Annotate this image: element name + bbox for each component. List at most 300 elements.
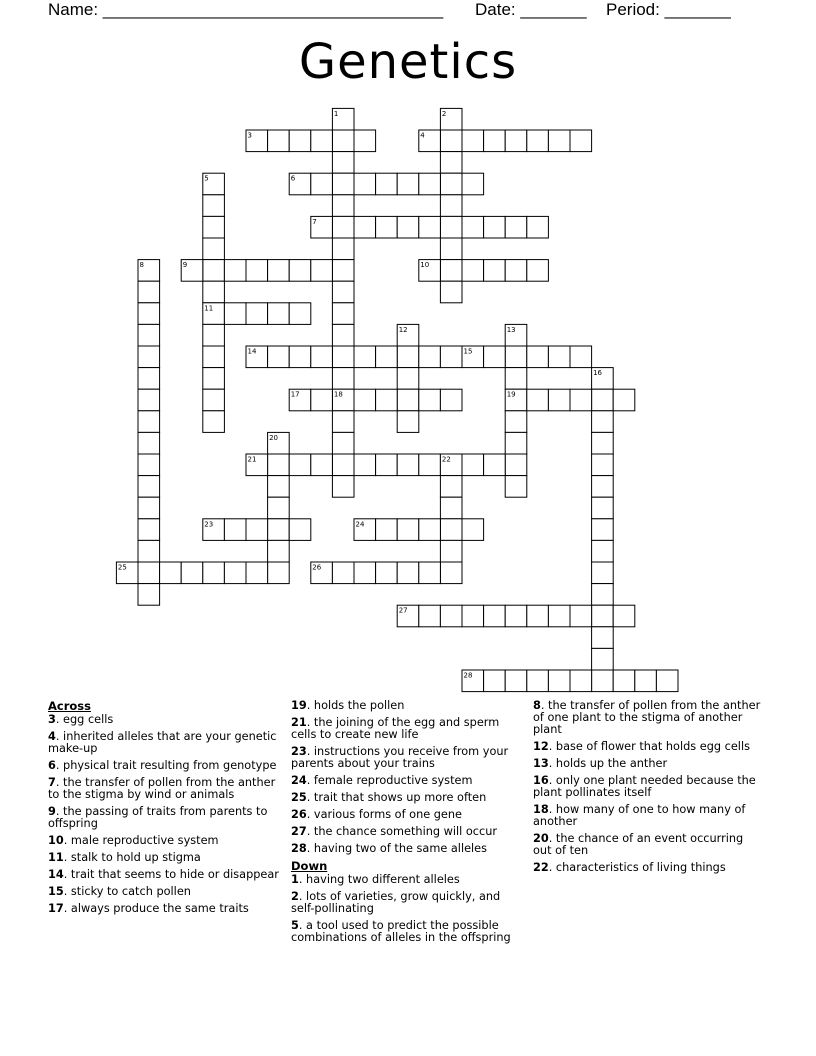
grid-cell[interactable] [397,389,419,411]
grid-cell[interactable] [268,476,290,498]
date-field[interactable]: Date: _______ [475,0,587,19]
grid-cell[interactable] [203,216,225,238]
clue-text: . the chance something will occur [306,825,498,838]
grid-cell[interactable] [397,173,419,195]
grid-cell[interactable] [203,238,225,260]
clue-across-26 [291,809,523,821]
grid-cell[interactable] [484,260,506,282]
clue-across-11 [48,852,280,864]
clue-text: . trait that seems to hide or disappear [63,868,279,881]
grid-cell[interactable] [354,389,376,411]
grid-cell[interactable] [397,519,419,541]
grid-cell[interactable] [289,519,311,541]
grid-cell[interactable] [505,670,527,692]
grid-cell[interactable] [613,389,635,411]
grid-cell[interactable] [203,411,225,433]
clue-text: . only one plant needed because the plant pollinates itself [533,774,756,799]
clue-text: . various forms of one gene [306,808,462,821]
grid-cell[interactable] [181,562,203,584]
grid-cell[interactable] [440,216,462,238]
clue-text: . inherited alleles that are your genetic make-up [48,730,277,755]
grid-cell[interactable] [592,389,614,411]
grid-cell[interactable] [548,670,570,692]
clue-text: . the transfer of pollen from the anther of one plant to the stigma of another plant [533,699,761,736]
grid-cell[interactable] [592,648,614,670]
clue-text: . a tool used to predict the possible combinations of alleles in the offspring [291,919,511,944]
grid-cell[interactable] [332,152,354,174]
clue-number: 24 [291,774,307,787]
grid-cell[interactable] [332,324,354,346]
grid-cell[interactable] [268,519,290,541]
grid-cell[interactable] [246,303,268,325]
clue-text: . the transfer of pollen from the anther to the stigma by wind or animals [48,776,276,801]
clue-number: 13 [533,757,549,770]
grid-cell[interactable] [397,411,419,433]
grid-cell[interactable] [268,346,290,368]
grid-cell[interactable] [484,346,506,368]
page-title: Genetics [298,34,518,90]
grid-cell[interactable] [376,216,398,238]
clue-number: 1 [291,873,299,886]
clue-number: 18 [533,803,549,816]
grid-cell[interactable] [311,173,333,195]
grid-cell[interactable] [440,540,462,562]
grid-cell[interactable] [268,454,290,476]
clues-column-3 [533,700,765,879]
cell-number: 28 [463,671,473,680]
grid-cell[interactable] [505,411,527,433]
grid-cell[interactable] [332,454,354,476]
grid-cell[interactable] [635,670,657,692]
clue-number: 25 [291,791,307,804]
cell-number: 26 [312,563,322,572]
grid-cell[interactable] [592,605,614,627]
grid-cell[interactable] [440,389,462,411]
clue-number: 3 [48,713,56,726]
clue-across-21 [291,717,523,741]
grid-cell[interactable] [527,605,549,627]
grid-cell[interactable] [440,476,462,498]
grid-cell[interactable] [332,303,354,325]
grid-cell[interactable] [505,476,527,498]
grid-cell[interactable] [138,303,160,325]
clue-down-16 [533,775,765,799]
grid-cell[interactable] [311,454,333,476]
grid-cell[interactable] [484,130,506,152]
grid-cell[interactable] [527,389,549,411]
grid-cell[interactable] [354,562,376,584]
clue-down-2 [291,891,523,915]
cell-number: 5 [204,174,209,183]
grid-cell[interactable] [419,562,441,584]
grid-cell[interactable] [203,368,225,390]
grid-cell[interactable] [462,519,484,541]
grid-cell[interactable] [138,368,160,390]
clue-number: 19 [291,699,307,712]
clue-text: . holds up the anther [548,757,668,770]
clue-across-3 [48,714,280,726]
clue-text: . trait that shows up more often [306,791,487,804]
clue-text: . holds the pollen [306,699,405,712]
grid-cell[interactable] [505,454,527,476]
cell-number: 10 [420,261,430,270]
grid-cell[interactable] [440,497,462,519]
grid-cell[interactable] [332,173,354,195]
cell-number: 16 [593,369,603,378]
clue-number: 10 [48,834,64,847]
cell-number: 1 [333,109,339,118]
grid-cell[interactable] [246,562,268,584]
clue-number: 17 [48,902,64,915]
grid-cell[interactable] [419,346,441,368]
grid-cell[interactable] [592,454,614,476]
across-heading: Across [48,699,91,713]
grid-cell[interactable] [376,389,398,411]
grid-cell[interactable] [268,562,290,584]
grid-cell[interactable] [332,238,354,260]
grid-cell[interactable] [138,346,160,368]
grid-cell[interactable] [354,130,376,152]
clue-number: 5 [291,919,299,932]
grid-cell[interactable] [527,216,549,238]
grid-cell[interactable] [505,605,527,627]
grid-cell[interactable] [332,562,354,584]
grid-cell[interactable] [440,238,462,260]
grid-cell[interactable] [592,411,614,433]
grid-cell[interactable] [268,497,290,519]
cell-number: 14 [247,347,257,356]
grid-cell[interactable] [592,670,614,692]
cell-number: 25 [117,563,127,572]
grid-cell[interactable] [160,562,182,584]
grid-cell[interactable] [311,260,333,282]
grid-cell[interactable] [203,260,225,282]
clue-across-10 [48,835,280,847]
cell-number: 6 [290,174,296,183]
grid-cell[interactable] [289,346,311,368]
grid-cell[interactable] [462,260,484,282]
grid-cell[interactable] [440,281,462,303]
grid-cell[interactable] [332,476,354,498]
grid-cell[interactable] [289,260,311,282]
clue-number: 16 [533,774,549,787]
grid-cell[interactable] [332,216,354,238]
clue-text: . having two of the same alleles [306,842,488,855]
clue-down-18 [533,804,765,828]
clue-text: . the joining of the egg and sperm cells to create new life [291,716,500,741]
grid-cell[interactable] [527,260,549,282]
grid-cell[interactable] [462,454,484,476]
grid-cell[interactable] [246,260,268,282]
grid-cell[interactable] [224,562,246,584]
grid-cell[interactable] [505,368,527,390]
grid-cell[interactable] [376,173,398,195]
grid-cell[interactable] [419,605,441,627]
cell-number: 24 [355,520,365,529]
grid-cell[interactable] [440,130,462,152]
name-field[interactable]: Name: ____________________________________ [48,0,444,19]
grid-cell[interactable] [268,130,290,152]
clue-down-20 [533,833,765,857]
grid-cell[interactable] [332,281,354,303]
clue-text: . the passing of traits from parents to offspring [48,805,268,830]
grid-cell[interactable] [613,605,635,627]
grid-cell[interactable] [203,324,225,346]
clue-number: 20 [533,832,549,845]
clue-number: 14 [48,868,64,881]
grid-cell[interactable] [592,519,614,541]
down-heading: Down [291,859,328,873]
grid-cell[interactable] [203,346,225,368]
clue-text: . how many of one to how many of another [533,803,746,828]
cell-number: 21 [247,455,257,464]
grid-cell[interactable] [203,562,225,584]
clue-across-25 [291,792,523,804]
grid-cell[interactable] [592,497,614,519]
grid-cell[interactable] [613,670,635,692]
grid-cell[interactable] [505,432,527,454]
clue-across-27 [291,826,523,838]
grid-cell[interactable] [570,670,592,692]
grid-cell[interactable] [354,216,376,238]
grid-cell[interactable] [289,303,311,325]
grid-cell[interactable] [462,605,484,627]
grid-cell[interactable] [548,389,570,411]
grid-cell[interactable] [289,130,311,152]
grid-cell[interactable] [527,130,549,152]
grid-cell[interactable] [138,562,160,584]
clue-number: 21 [291,716,307,729]
grid-cell[interactable] [592,627,614,649]
grid-cell[interactable] [419,454,441,476]
clue-text: . sticky to catch pollen [63,885,191,898]
cell-number: 13 [506,325,516,334]
grid-cell[interactable] [548,605,570,627]
cell-number: 23 [204,520,214,529]
clue-across-17 [48,903,280,915]
clue-across-14 [48,869,280,881]
clue-text: . base of flower that holds egg cells [548,740,750,753]
grid-cell[interactable] [527,670,549,692]
grid-cell[interactable] [332,130,354,152]
grid-cell[interactable] [484,670,506,692]
clue-number: 2 [291,890,299,903]
grid-cell[interactable] [138,432,160,454]
grid-cell[interactable] [548,130,570,152]
grid-cell[interactable] [138,454,160,476]
grid-cell[interactable] [138,411,160,433]
grid-cell[interactable] [440,562,462,584]
grid-cell[interactable] [656,670,678,692]
cell-number: 9 [182,261,188,270]
clue-number: 27 [291,825,307,838]
grid-cell[interactable] [376,562,398,584]
grid-cell[interactable] [505,346,527,368]
clue-number: 6 [48,759,56,772]
clue-down-5 [291,920,523,944]
grid-cell[interactable] [332,432,354,454]
grid-cell[interactable] [268,540,290,562]
clue-across-24 [291,775,523,787]
cell-number: 12 [398,325,408,334]
grid-cell[interactable] [203,281,225,303]
clue-number: 15 [48,885,64,898]
grid-cell[interactable] [376,346,398,368]
grid-cell[interactable] [376,454,398,476]
grid-cell[interactable] [570,605,592,627]
grid-cell[interactable] [440,346,462,368]
grid-cell[interactable] [440,605,462,627]
grid-cell[interactable] [419,216,441,238]
grid-cell[interactable] [354,173,376,195]
grid-cell[interactable] [138,389,160,411]
grid-cell[interactable] [354,454,376,476]
grid-cell[interactable] [397,216,419,238]
grid-cell[interactable] [138,497,160,519]
grid-cell[interactable] [419,389,441,411]
clue-down-22 [533,862,765,874]
grid-cell[interactable] [138,324,160,346]
grid-cell[interactable] [138,281,160,303]
grid-cell[interactable] [311,346,333,368]
grid-cell[interactable] [505,130,527,152]
cell-number: 8 [139,261,144,270]
cell-number: 19 [506,390,516,399]
grid-cell[interactable] [203,389,225,411]
grid-cell[interactable] [332,368,354,390]
grid-cell[interactable] [440,519,462,541]
clue-text: . characteristics of living things [548,861,726,874]
grid-cell[interactable] [548,346,570,368]
grid-cell[interactable] [203,195,225,217]
clue-text: . physical trait resulting from genotype [55,759,277,772]
grid-cell[interactable] [592,432,614,454]
grid-cell[interactable] [462,130,484,152]
cell-number: 2 [441,109,447,118]
clue-text: . instructions you receive from your parents about your trains [291,745,509,770]
grid-cell[interactable] [440,152,462,174]
grid-cell[interactable] [268,303,290,325]
grid-cell[interactable] [505,216,527,238]
clue-number: 12 [533,740,549,753]
clue-number: 9 [48,805,56,818]
cell-number: 20 [269,433,279,442]
clue-across-6 [48,760,280,772]
clue-number: 23 [291,745,307,758]
grid-cell[interactable] [246,519,268,541]
grid-cell[interactable] [527,346,549,368]
clue-number: 7 [48,776,56,789]
grid-cell[interactable] [505,260,527,282]
grid-cell[interactable] [419,519,441,541]
clue-down-8 [533,700,765,736]
clue-across-23 [291,746,523,770]
grid-cell[interactable] [354,346,376,368]
cell-number: 27 [398,606,408,615]
grid-cell[interactable] [462,216,484,238]
grid-cell[interactable] [592,476,614,498]
grid-cell[interactable] [592,562,614,584]
grid-cell[interactable] [332,411,354,433]
clue-down-13 [533,758,765,770]
clue-text: . lots of varieties, grow quickly, and self-pollinating [291,890,501,915]
clue-across-4 [48,731,280,755]
grid-cell[interactable] [224,260,246,282]
clue-number: 11 [48,851,64,864]
grid-cell[interactable] [397,562,419,584]
clue-across-7 [48,777,280,801]
clue-text: . the chance of an event occurring out of ten [533,832,744,857]
grid-cell[interactable] [440,260,462,282]
clue-text: . having two different alleles [298,873,460,886]
grid-cell[interactable] [570,346,592,368]
clue-text: . always produce the same traits [63,902,249,915]
grid-cell[interactable] [592,584,614,606]
grid-cell[interactable] [419,173,441,195]
clue-across-15 [48,886,280,898]
grid-cell[interactable] [289,454,311,476]
clue-number: 4 [48,730,56,743]
grid-cell[interactable] [311,130,333,152]
grid-cell[interactable] [224,519,246,541]
clue-across-28 [291,843,523,855]
clue-down-12 [533,741,765,753]
clue-text: . egg cells [55,713,114,726]
grid-cell[interactable] [397,346,419,368]
clue-number: 28 [291,842,307,855]
cell-number: 3 [247,131,252,140]
grid-cell[interactable] [570,130,592,152]
grid-cell[interactable] [484,454,506,476]
grid-cell[interactable] [268,260,290,282]
clues-column-2 [291,700,523,949]
grid-cell[interactable] [332,260,354,282]
grid-cell[interactable] [311,389,333,411]
grid-cell[interactable] [138,584,160,606]
grid-cell[interactable] [138,540,160,562]
cell-number: 22 [441,455,451,464]
grid-cell[interactable] [138,519,160,541]
grid-cell[interactable] [397,454,419,476]
clue-across-19 [291,700,523,712]
grid-cell[interactable] [592,540,614,562]
clue-text: . stalk to hold up stigma [63,851,201,864]
cell-number: 11 [204,304,214,313]
grid-cell[interactable] [397,368,419,390]
grid-cell[interactable] [332,346,354,368]
grid-cell[interactable] [376,519,398,541]
grid-cell[interactable] [440,173,462,195]
grid-cell[interactable] [224,303,246,325]
grid-cell[interactable] [570,389,592,411]
grid-cell[interactable] [484,216,506,238]
clue-across-9 [48,806,280,830]
grid-cell[interactable] [138,476,160,498]
grid-cell[interactable] [440,195,462,217]
grid-cell[interactable] [462,173,484,195]
grid-cell[interactable] [484,605,506,627]
cell-number: 7 [312,217,317,226]
clue-text: . female reproductive system [306,774,473,787]
clue-number: 8 [533,699,541,712]
cell-number: 15 [463,347,473,356]
grid-cell[interactable] [332,195,354,217]
clue-down-1 [291,874,523,886]
clue-number: 26 [291,808,307,821]
cell-number: 17 [290,390,300,399]
clue-text: . male reproductive system [63,834,219,847]
period-field[interactable]: Period: _______ [606,0,731,19]
